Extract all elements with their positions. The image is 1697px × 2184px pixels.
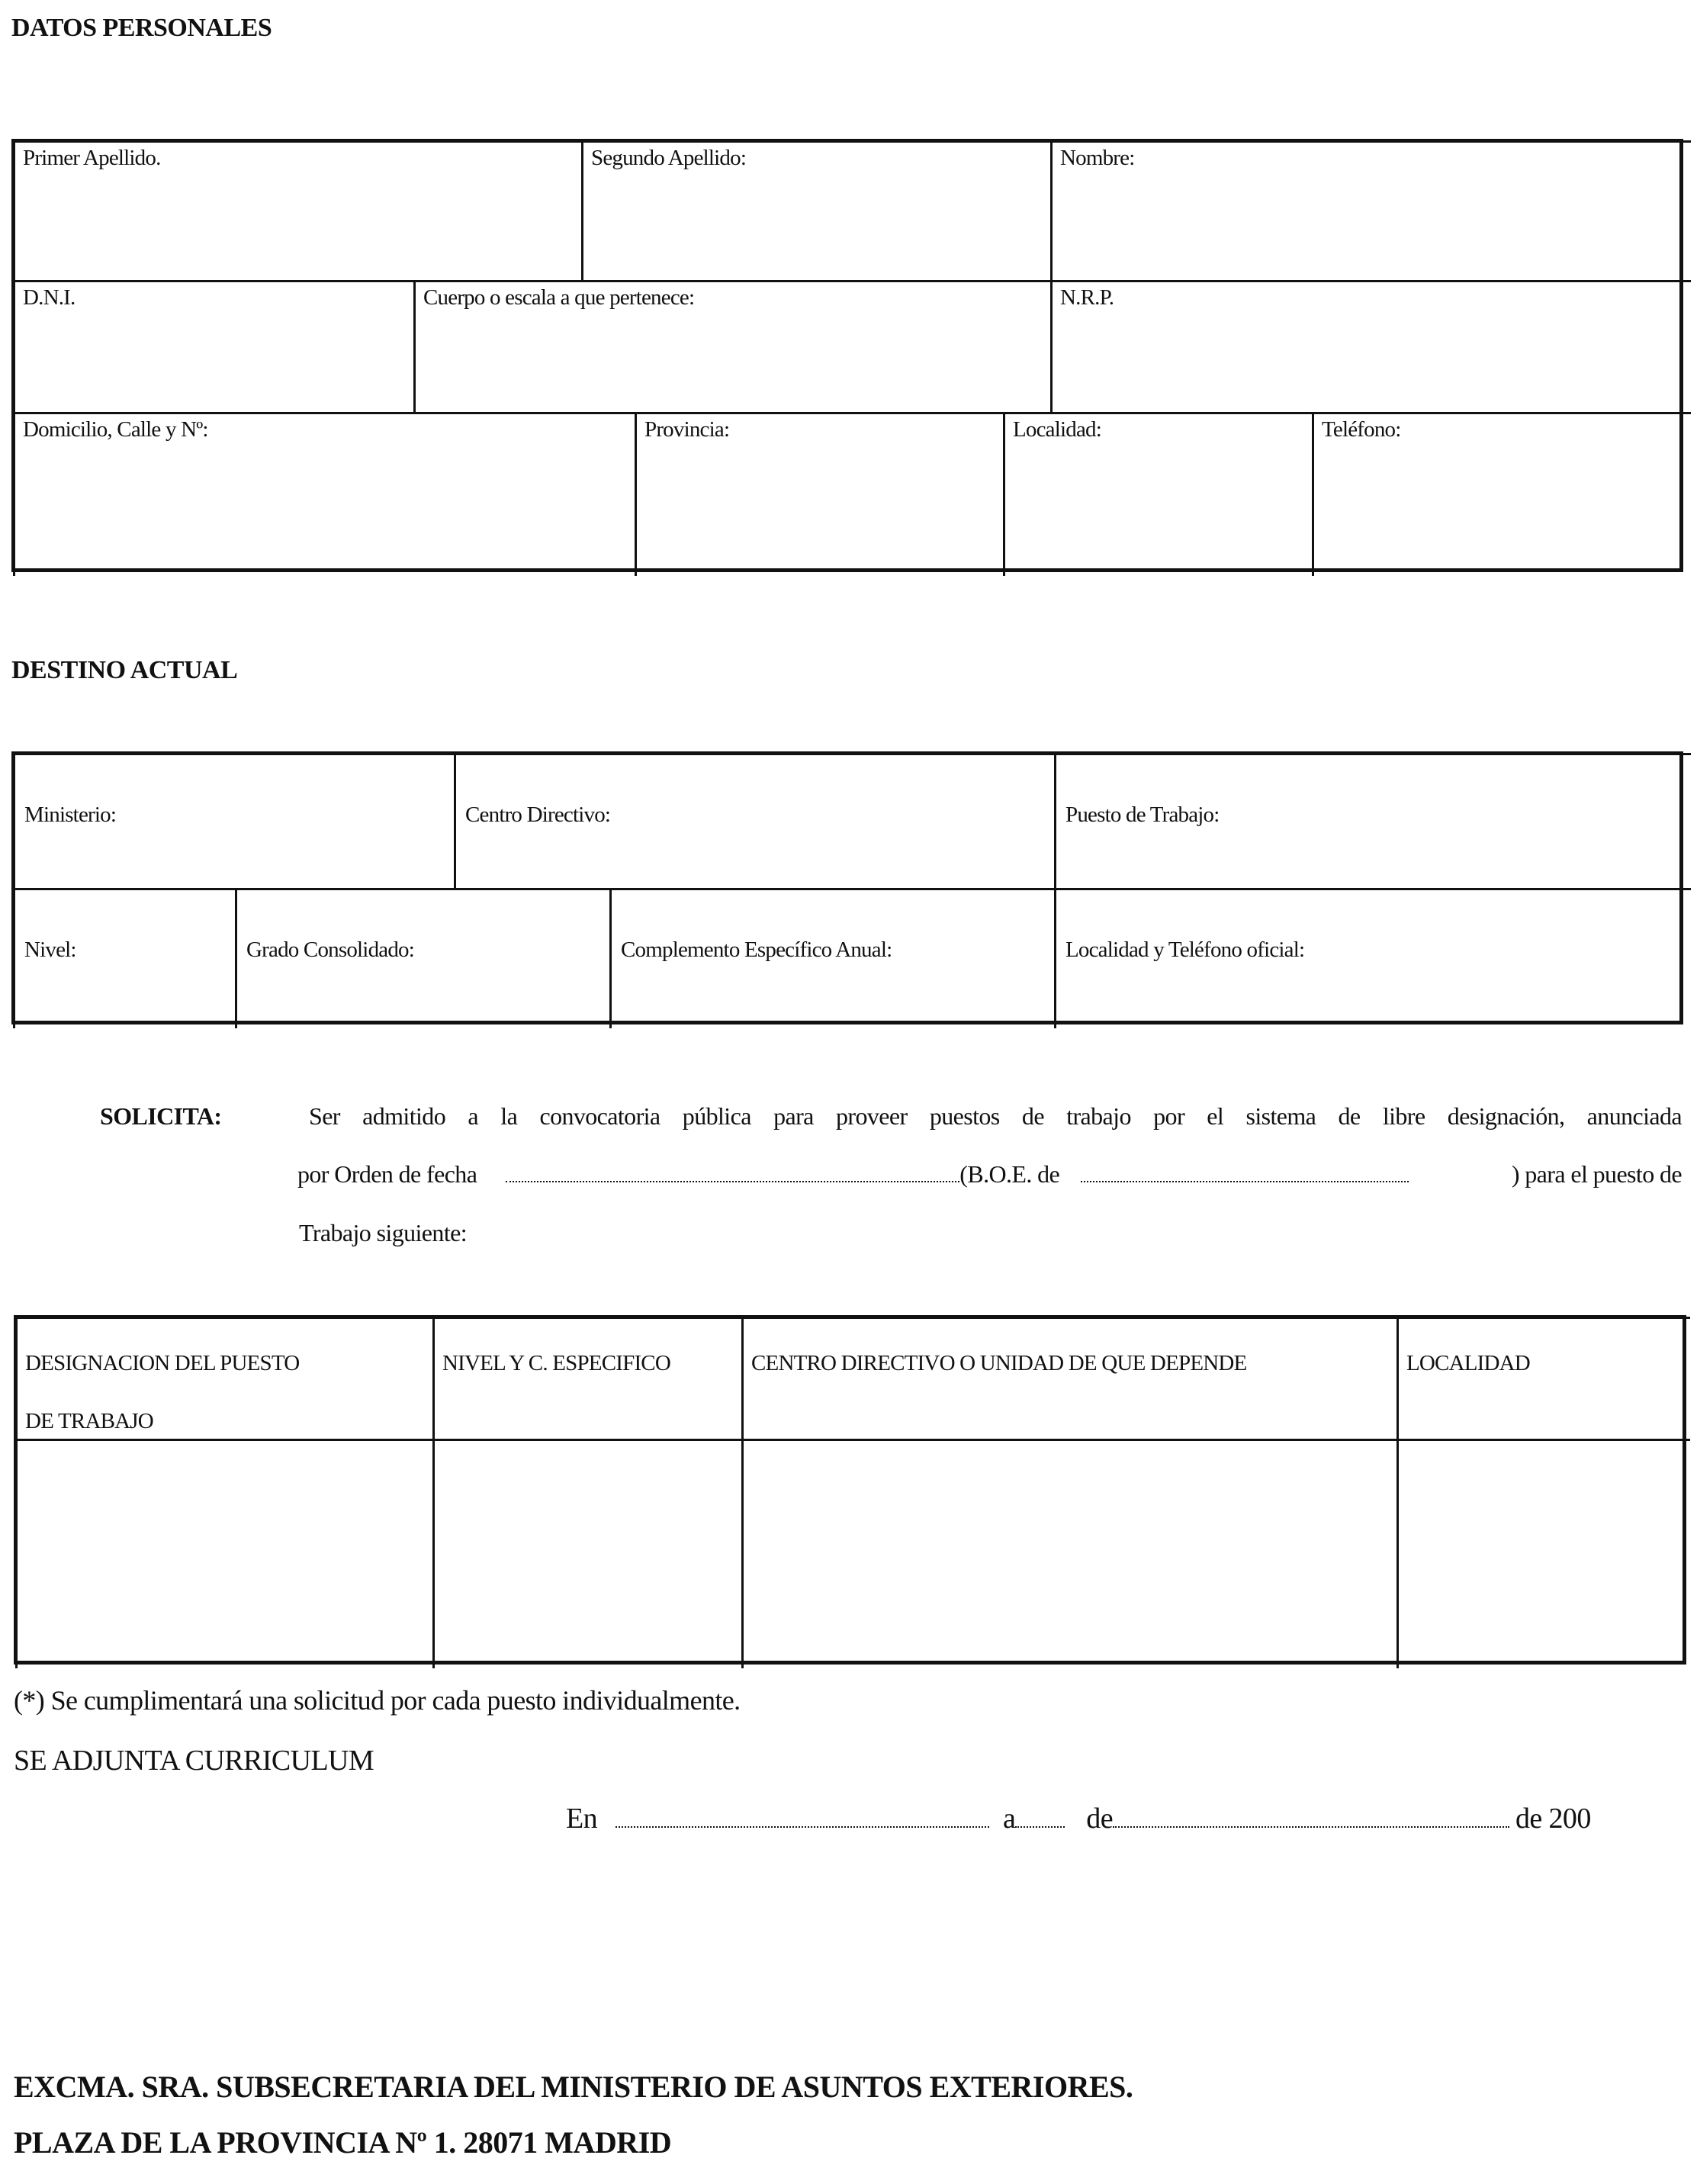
field-segundo-apellido[interactable] bbox=[581, 140, 1053, 282]
field-label: Ministerio: bbox=[24, 803, 117, 827]
solicita-line-3: Trabajo siguiente: bbox=[299, 1219, 467, 1246]
column-header: NIVEL Y C. ESPECIFICO bbox=[442, 1351, 670, 1375]
field-label: Localidad y Teléfono oficial: bbox=[1065, 938, 1305, 962]
field-dni[interactable] bbox=[13, 280, 417, 414]
dia-blank[interactable] bbox=[1015, 1808, 1065, 1828]
destino-actual-table bbox=[11, 751, 1683, 1024]
field-label: Domicilio, Calle y Nº: bbox=[23, 417, 208, 442]
field-ministerio[interactable] bbox=[13, 753, 456, 890]
section-title-destino-actual: DESTINO ACTUAL bbox=[11, 656, 238, 684]
field-label: Segundo Apellido: bbox=[591, 146, 747, 170]
destinatario-line-1: EXCMA. SRA. SUBSECRETARIA DEL MINISTERIO DE ASUNTOS EXTERIORES. bbox=[14, 2070, 1133, 2104]
lugar-blank[interactable] bbox=[615, 1808, 989, 1828]
field-telefono[interactable] bbox=[1312, 412, 1691, 576]
solicita-label: SOLICITA: bbox=[100, 1102, 222, 1130]
field-label: Localidad: bbox=[1013, 417, 1102, 442]
cell-centro-directivo[interactable] bbox=[741, 1439, 1399, 1668]
field-label: N.R.P. bbox=[1060, 285, 1114, 310]
orden-fecha-blank[interactable] bbox=[506, 1163, 959, 1182]
field-label: Nombre: bbox=[1060, 146, 1135, 170]
boe-fecha-blank[interactable] bbox=[1081, 1163, 1409, 1182]
field-domicilio[interactable] bbox=[13, 412, 638, 576]
boe-label: (B.O.E. de bbox=[959, 1160, 1060, 1188]
field-centro-directivo[interactable] bbox=[454, 753, 1056, 890]
header-nivel bbox=[432, 1317, 744, 1441]
header-designacion bbox=[15, 1317, 435, 1441]
field-grado-consolidado[interactable] bbox=[235, 888, 612, 1028]
field-label: Cuerpo o escala a que pertenece: bbox=[423, 285, 695, 310]
field-localidad-telefono-oficial[interactable] bbox=[1054, 888, 1691, 1028]
header-centro-directivo bbox=[741, 1317, 1399, 1441]
orden-fecha-label: por Orden de fecha bbox=[297, 1160, 477, 1188]
datos-personales-table bbox=[11, 139, 1683, 572]
mes-blank[interactable] bbox=[1113, 1808, 1509, 1828]
header-localidad bbox=[1396, 1317, 1690, 1441]
field-provincia[interactable] bbox=[635, 412, 1005, 576]
anio-label: de 200 bbox=[1515, 1803, 1591, 1835]
column-header: CENTRO DIRECTIVO O UNIDAD DE QUE DEPENDE bbox=[751, 1351, 1247, 1375]
field-label: Teléfono: bbox=[1322, 417, 1401, 442]
field-complemento-especifico[interactable] bbox=[609, 888, 1056, 1028]
field-cuerpo-escala[interactable] bbox=[413, 280, 1053, 414]
cell-nivel[interactable] bbox=[432, 1439, 744, 1668]
a-label: a bbox=[1003, 1803, 1016, 1835]
en-label: En bbox=[566, 1803, 598, 1835]
field-label: Puesto de Trabajo: bbox=[1065, 803, 1220, 827]
field-label: D.N.I. bbox=[23, 285, 76, 310]
footnote: (*) Se cumplimentará una solicitud por cada puesto individualmente. bbox=[14, 1685, 741, 1716]
field-label: Primer Apellido. bbox=[23, 146, 161, 170]
section-title-datos-personales: DATOS PERSONALES bbox=[11, 14, 272, 42]
field-label: Provincia: bbox=[644, 417, 730, 442]
field-primer-apellido[interactable] bbox=[13, 140, 585, 282]
destinatario-line-2: PLAZA DE LA PROVINCIA Nº 1. 28071 MADRID bbox=[14, 2125, 672, 2160]
de-label: de bbox=[1086, 1803, 1113, 1835]
solicita-line-1: Ser admitido a la convocatoria pública para proveer puestos de trabajo por el sistema de libre designación, anunciada bbox=[309, 1102, 1682, 1130]
fecha-lugar-line bbox=[566, 1802, 1664, 1835]
field-nrp[interactable] bbox=[1050, 280, 1691, 414]
solicita-line-2 bbox=[297, 1160, 1682, 1188]
adjunta-curriculum: SE ADJUNTA CURRICULUM bbox=[14, 1745, 374, 1777]
field-label: Nivel: bbox=[24, 938, 76, 962]
cell-designacion[interactable] bbox=[15, 1439, 435, 1668]
column-header: DESIGNACION DEL PUESTO DE TRABAJO bbox=[25, 1351, 300, 1433]
field-nombre[interactable] bbox=[1050, 140, 1691, 282]
field-label: Centro Directivo: bbox=[465, 803, 611, 827]
field-puesto-trabajo[interactable] bbox=[1054, 753, 1691, 890]
field-label: Complemento Específico Anual: bbox=[621, 938, 892, 962]
cell-localidad[interactable] bbox=[1396, 1439, 1690, 1668]
puesto-solicitado-table bbox=[14, 1315, 1686, 1665]
field-nivel[interactable] bbox=[13, 888, 237, 1028]
field-label: Grado Consolidado: bbox=[246, 938, 414, 962]
puesto-label: ) para el puesto de bbox=[1511, 1160, 1682, 1188]
field-localidad[interactable] bbox=[1003, 412, 1314, 576]
column-header: LOCALIDAD bbox=[1406, 1351, 1530, 1375]
